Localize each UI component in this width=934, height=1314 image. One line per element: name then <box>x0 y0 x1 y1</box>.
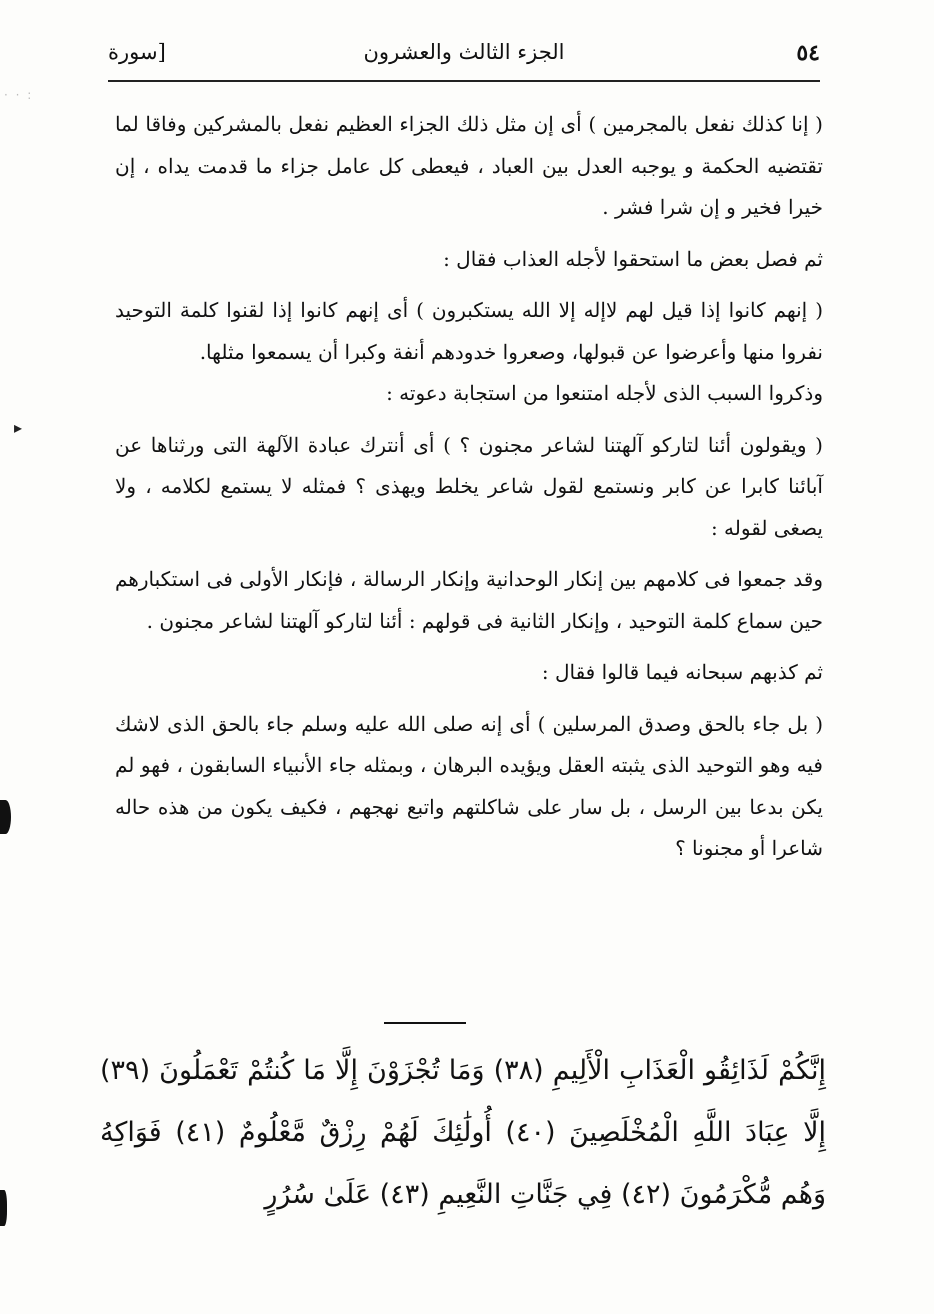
running-title: الجزء الثالث والعشرون <box>363 40 565 64</box>
header-rule <box>108 80 820 82</box>
verse-text: إِنَّكُمْ لَذَائِقُو الْعَذَابِ الْأَلِيمِ (٣٨) وَمَا تُجْزَوْنَ إِلَّا مَا كُنتُمْ تَعْمَلُونَ (٣٩) إِلَّا عِبَادَ اللَّهِ الْمُخْلَصِينَ (٤٠) أُولَٰئِكَ لَهُمْ رِزْقٌ مَّعْلُومٌ (٤١) فَوَاكِهُ وَهُم مُّكْرَمُونَ (٤٢) فِي جَنَّاتِ النَّعِيمِ (٤٣) عَلَىٰ سُرُرٍ <box>100 1055 827 1210</box>
paragraph: ( ويقولون أئنا لتاركو آلهتنا لشاعر مجنون ؟ ) أى أنترك عبادة الآلهة التى ورثناها عن آبائنا كابرا عن كابر ونستمع لقول شاعر يخلط ويهذى ؟ فمثله لا يستمع لكلامه ، ولا يصغى لقوله : <box>115 432 823 540</box>
section-separator <box>384 1022 466 1024</box>
paragraph: ثم كذبهم سبحانه فيما قالوا فقال : <box>541 660 823 684</box>
paragraph: ( بل جاء بالحق وصدق المرسلين ) أى إنه صلى الله عليه وسلم جاء بالحق الذى لاشك فيه وهو التوحيد الذى يثبته العقل ويؤيده البرهان ، وبمثله جاء الأنبياء السابقون ، فهو لم يكن بدعا بين الرسل ، بل سار على شاكلتهم واتبع نهجهم ، فكيف يكون من هذه حاله شاعرا أو مجنونا ؟ <box>115 711 823 860</box>
margin-speckle: · · : <box>4 88 34 102</box>
paragraph: ( إنهم كانوا إذا قيل لهم لاإله إلا الله يستكبرون ) أى إنهم كانوا إذا لقنوا كلمة التوحيد نفروا منها وأعرضوا عن قبولها، وصعروا خدودهم أنفة وكبرا أن يسمعوا مثلها. <box>115 298 823 364</box>
page-header <box>108 30 820 82</box>
margin-ink-blot <box>0 1190 7 1226</box>
page-number: ٥٤ <box>796 40 820 66</box>
commentary-text <box>115 104 823 870</box>
paragraph: وقد جمعوا فى كلامهم بين إنكار الوحدانية وإنكار الرسالة ، فإنكار الأولى فى استكبارهم حين سماع كلمة التوحيد ، وإنكار الثانية فى قولهم : أئنا لتاركو آلهتنا لشاعر مجنون . <box>115 567 823 633</box>
surah-label: [سورة <box>108 40 166 64</box>
paragraph: ( إنا كذلك نفعل بالمجرمين ) أى إن مثل ذلك الجزاء العظيم نفعل بالمشركين وفاقا لما تقتضيه الحكمة و يوجبه العدل بين العباد ، فيعطى كل عامل جزاء ما قدمت يداه ، إن خيرا فخير و إن شرا فشر . <box>115 112 823 219</box>
paragraph: ثم فصل بعض ما استحقوا لأجله العذاب فقال : <box>443 246 823 271</box>
margin-ink-blot <box>0 800 11 834</box>
margin-arrow-mark: ▸ <box>14 418 23 437</box>
quran-verses <box>100 1040 826 1226</box>
paragraph: وذكروا السبب الذى لأجله امتنعوا من استجابة دعوته : <box>386 381 823 405</box>
